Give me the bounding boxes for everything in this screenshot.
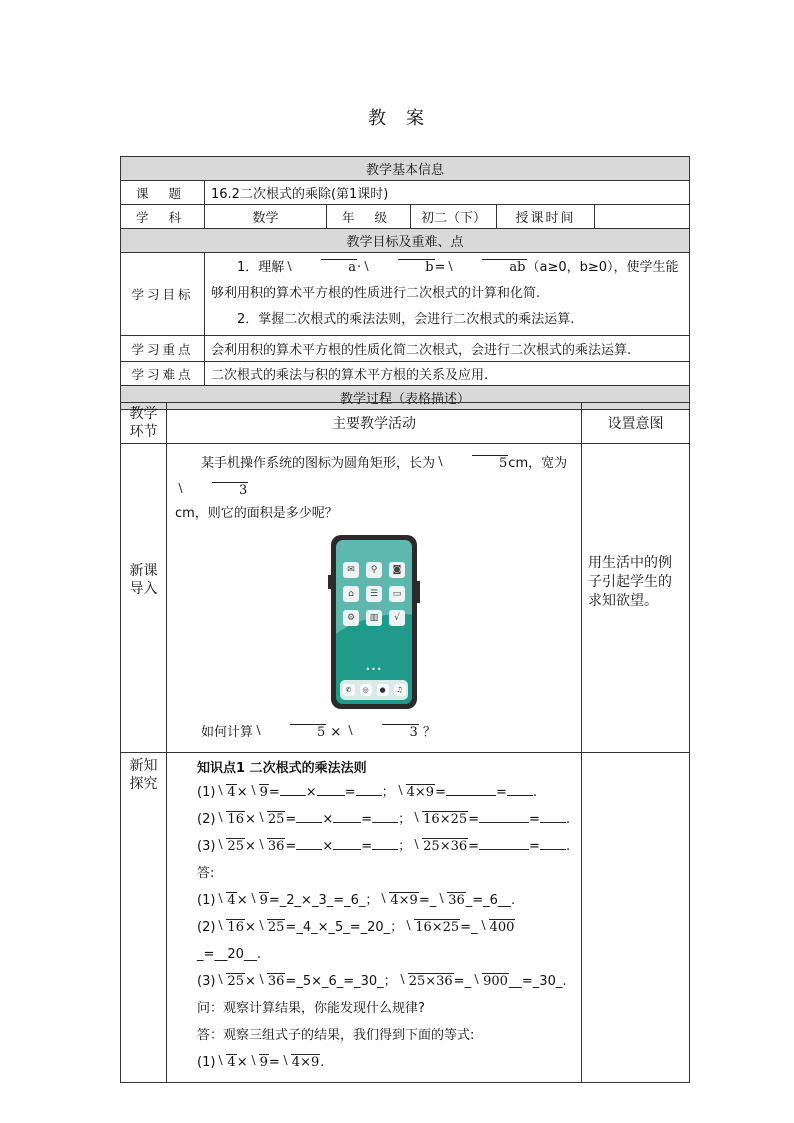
time-label: 授课时间 — [497, 205, 595, 229]
difficulty-value: 二次根式的乘法与积的算术平方根的关系及应用. — [205, 362, 690, 386]
folder-icon: ▭ — [389, 586, 405, 602]
compass-icon: ◎ — [360, 684, 372, 696]
answer-text: 答：观察三组式子的结果，我们得到下面的等式: — [197, 1028, 475, 1043]
mail-icon: ✉ — [343, 562, 359, 578]
key-value: 会利用积的算术平方根的性质化简二次根式，会进行二次根式的乘法运算. — [205, 336, 690, 362]
camera-icon: ◙ — [389, 562, 405, 578]
grade-value: 初二（下） — [411, 205, 497, 229]
explore-segment: 新知探究 — [121, 753, 167, 1083]
page-title: 教 案 — [368, 108, 426, 129]
settings-icon: ⚙ — [343, 610, 359, 626]
difficulty-label: 学习难点 — [121, 362, 205, 386]
intro-activity: 某手机操作系统的图标为圆角矩形，长为 5cm，宽为3 cm，则它的面积是多少呢？ ✉ ⚲ ◙ ⌂ ☰ ▭ ⚙ ▥ √ ••• ✆ ◎ ● ♫ 如何计算 5 × 3 ？ — [167, 444, 582, 753]
location-icon: ⚲ — [366, 562, 382, 578]
col-intent-header: 设置意图 — [582, 403, 690, 444]
col-activity-header: 主要教学活动 — [167, 403, 582, 444]
basic-info-band: 教学基本信息 — [121, 157, 690, 181]
list-icon: ☰ — [366, 586, 382, 602]
goal1-suffix: （a≥0，b≥0），使学生能够利用积的算术平方根的性质进行二次根式的计算和化简. — [211, 260, 679, 301]
chart-icon: √ — [389, 610, 405, 626]
basic-info-table — [120, 156, 690, 410]
process-table — [120, 402, 690, 1083]
topic-value: 16.2二次根式的乘除(第1课时) — [205, 181, 690, 205]
subject-value: 数学 — [205, 205, 327, 229]
subject-label: 学 科 — [121, 205, 205, 229]
answer-label: 答: — [197, 866, 215, 881]
key-label: 学习重点 — [121, 336, 205, 362]
goal2-text: 2．掌握二次根式的乘法法则，会进行二次根式的乘法运算. — [237, 312, 575, 327]
question-text: 问：观察计算结果，你能发现什么规律? — [197, 1001, 425, 1016]
col-segment-header: 教学环节 — [121, 403, 167, 444]
explore-intent — [582, 753, 690, 1083]
process-band: 教学过程（表格描述） — [121, 386, 690, 410]
topic-label: 课 题 — [121, 181, 205, 205]
home-icon: ⌂ — [343, 586, 359, 602]
intro-intent: 用生活中的例子引起学生的求知欲望。 — [582, 444, 690, 753]
goal-label: 学习目标 — [121, 253, 205, 336]
intro-segment: 新课导入 — [121, 444, 167, 753]
phone-image: ✉ ⚲ ◙ ⌂ ☰ ▭ ⚙ ▥ √ ••• ✆ ◎ ● ♫ — [331, 535, 417, 709]
chat-icon: ● — [377, 684, 389, 696]
time-value — [595, 205, 690, 229]
book-icon: ▥ — [366, 610, 382, 626]
music-icon: ♫ — [394, 684, 406, 696]
grade-label: 年 级 — [327, 205, 411, 229]
goal-content: 1．理解 a· b= ab（a≥0，b≥0），使学生能够利用积的算术平方根的性质进行二次根式的计算和化简. 2．掌握二次根式的乘法法则，会进行二次根式的乘法运算. — [205, 253, 690, 336]
phone-call-icon: ✆ — [343, 684, 355, 696]
explore-activity: 知识点1 二次根式的乘法法则 (1) 4× 9= × = ； 4×9= = . (2) 16× 25= × = ； 16×25= = . (3) 25× 36= × = ； 25×36= = . 答: (1) 4× 9=_2_×_3_=_6_； 4×9=_ 36_=_6__. (2) 16× 25=_4_×_5_=_20_； 16×25=_ 400_=__20__. (3) 25× 36=_5×_6_=_30_； 25×36=_ 900__=_30_. 问：观察计算结果，你能发现什么规律? 答：观察三组式子的结果，我们得到下面的等式: (1) 4× 9= 4×9. — [167, 753, 582, 1083]
goal1-prefix: 1．理解 — [237, 260, 285, 275]
goals-band: 教学目标及重难、点 — [121, 229, 690, 253]
kp1-title: 知识点1 二次根式的乘法法则 — [197, 761, 367, 776]
